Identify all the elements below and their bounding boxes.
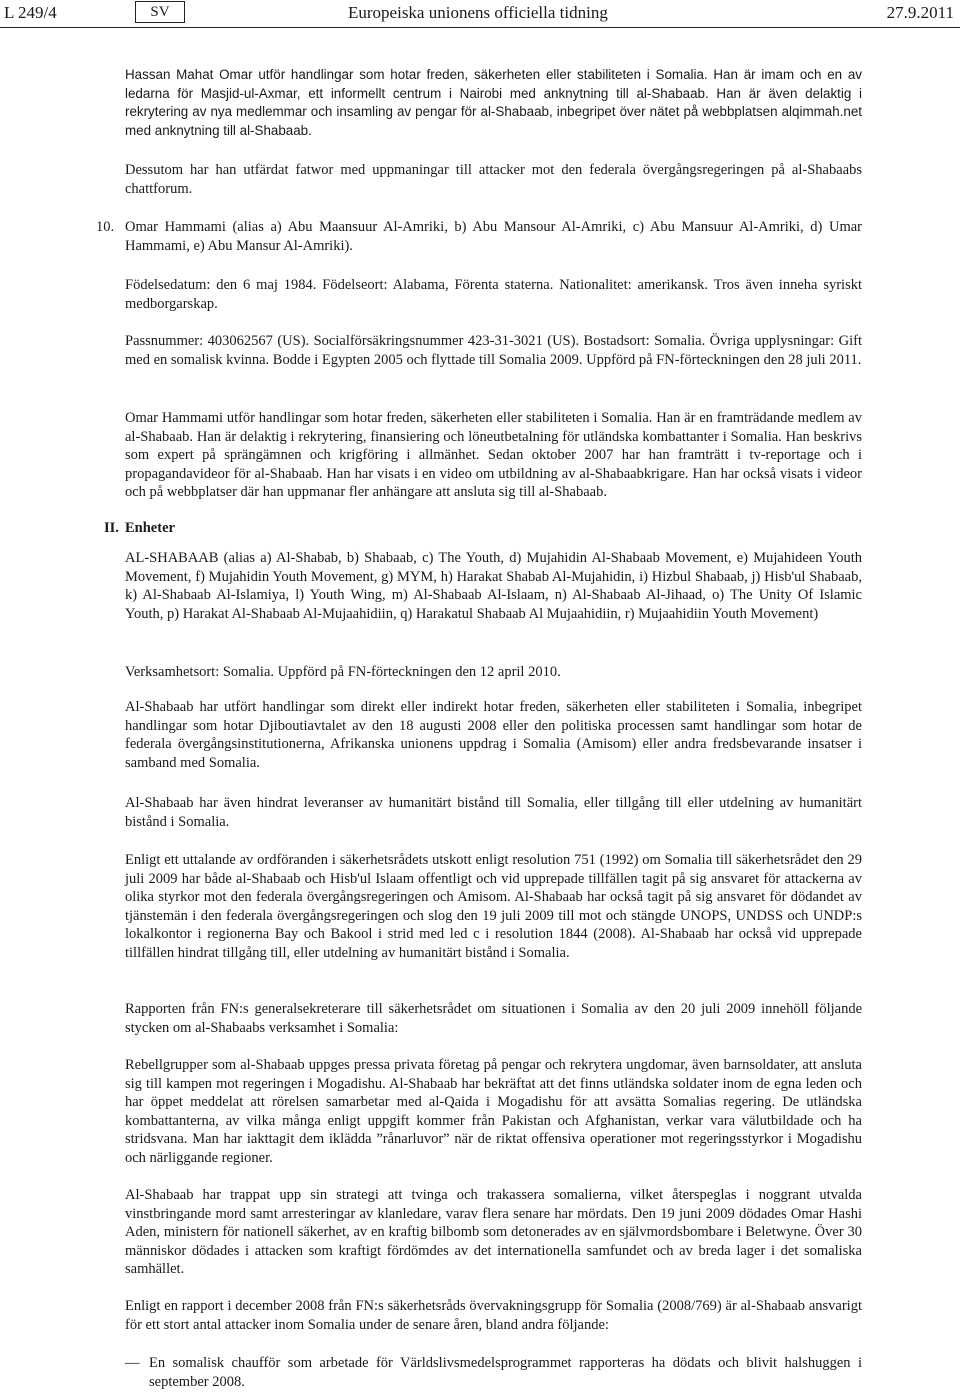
item-10-name-aliases: Omar Hammami (alias a) Abu Maansuur Al-Amriki, b) Abu Mansour Al-Amriki, c) Abu Mansuur Al-Amriki, d) Umar Hammami, e) Abu Mansur Al-Amriki). [125, 219, 862, 254]
paragraph-security-council: Enligt ett uttalande av ordföranden i säkerhetsrådets utskott enligt resolution 751 (1992) om Somalia till säkerhetsrådet den 29 juli 2009 har både al-Shabaab och Hisb'ul Islaam offentligt och vid upprepade tillfällen tagit på sig ansvaret för attackerna av olika styrkor mot den federala övergångsregeringen och Amisom. Al-Shabaab har också tagit på sig ansvaret för dödandet av tjänstemän i den federala övergångsregeringen och slog den 19 juli 2009 till mot och stängde UNOPS, UNDSS och UNDP:s lokalkontor i regionerna Bay och Bakool i strid med led c i resolution 1844 (2008). Al-Shabaab har också vid upprepade tillfällen hindrat tillgång till, eller utdelning av humanitärt bistånd i Somalia. [125, 852, 862, 961]
paragraph-humanitarian: Al-Shabaab har även hindrat leveranser av humanitärt bistånd till Somalia, eller tillgång till eller utdelning av humanitärt bistånd i Somalia. [125, 795, 862, 830]
journal-title: Europeiska unionens officiella tidning [348, 3, 608, 22]
paragraph-rebel-groups: Rebellgrupper som al-Shabaab uppges pressa privata företag på pengar och rekrytera ungdomar, även barnsoldater, att ansluta sig till kampen mot regeringen i Mogadishu. Al-Shabaab har bekräftat att det finns utländska soldater inom de egna leden och har öppet meddelat att rörelsen samarbetar med al-Qaida i Mogadishu för att avsätta Somalias regering. De utländska kombattanterna, av vilka många enligt uppgift kommer från Pakistan och Afghanistan, verkar vara välutbildade och ha stridsvana. Man har iakttagit dem iklädda ”rånarluvor” när de riktat offensiva operationer mot regeringsstyrkor i Mogadishu och närliggande regioner. [125, 1057, 862, 1166]
list-item-chauffeur: En somalisk chaufför som arbetade för Världslivsmedelsprogrammet rapporteras ha dödats och blivit halshuggen i september 2008. [149, 1355, 862, 1390]
page-reference: L 249/4 [4, 3, 57, 22]
paragraph-strategy: Al-Shabaab har trappat upp sin strategi att tvinga och trakassera somalierna, vilket återspeglas i noggrant utvalda vinstbringande mord samt arresteringar av klanledare, varav flera senare har mördats. Den 19 juni 2009 dödades Omar Hashi Aden, ministern för nationell säkerhet, av en kraftig bilbomb som detonerades av en självmordsbombare i Beletwyne. Över 30 människor dödades i attacken som kraftigt fördömdes av det internationella samfundet och av breda lager i det somaliska samhället. [125, 1187, 862, 1278]
paragraph-birth-info: Födelsedatum: den 6 maj 1984. Födelseort: Alabama, Förenta staterna. Nationalitet: amerikansk. Tros även inneha syriskt medborgarskap. [125, 277, 862, 312]
section-number: II. [104, 520, 119, 536]
paragraph-fatwor: Dessutom har han utfärdat fatwor med uppmaningar till attacker mot den federala övergångsregeringen på al-Shabaabs chattforum. [125, 162, 862, 197]
language-badge: SV [135, 1, 185, 23]
paragraph-verksamhetsort: Verksamhetsort: Somalia. Uppförd på FN-förteckningen den 12 april 2010. [125, 664, 561, 680]
section-title: Enheter [125, 520, 175, 536]
header-rule [0, 27, 960, 28]
paragraph-passport-info: Passnummer: 403062567 (US). Socialförsäkringsnummer 423-31-3021 (US). Bostadsort: Somalia. Övriga upplysningar: Gift med en somalisk kvinna. Bodde i Egypten 2005 och flyttade till Somalia 2009. Uppförd på FN-förteckningen den 28 juli 2011. [125, 333, 862, 368]
page-header [0, 0, 960, 30]
item-number-10: 10. [96, 219, 115, 235]
list-dash: — [125, 1355, 140, 1371]
paragraph-alshabaab-aliases: AL-SHABAAB (alias a) Al-Shabab, b) Shabaab, c) The Youth, d) Mujahidin Al-Shabaab Movement, e) Mujahideen Youth Movement, f) Mujahidin Youth Movement, g) MYM, h) Harakat Shabab Al-Mujahidin, i) Hizbul Shabaab, j) Hisb'ul Shabaab, k) Al-Shabaab Al-Islamiya, l) Youth Wing, m) Al-Shabaab Al-Islaam, n) Al-Shabaab Al-Jihaad, o) The Unity Of Islamic Youth, p) Harakat Al-Shabaab Al-Mujaahidiin, q) Harakatul Shabaab Al Mujaahidiin, r) Mujaahidiin Youth Movement) [125, 550, 862, 622]
paragraph-threats: Al-Shabaab har utfört handlingar som direkt eller indirekt hotar freden, säkerheten eller stabiliteten i Somalia, inbegripet handlingar som hotar Djiboutiavtalet av den 18 augusti 2008 eller den politiska processen samt handlingar som hotar de federala övergångsinstitutionerna, Afrikanska unionens uppdrag i Somalia (Amisom) eller andra fredsbevarande insatser i samband med Somalia. [125, 699, 862, 771]
publication-date: 27.9.2011 [886, 3, 954, 22]
paragraph-hammami-activities: Omar Hammami utför handlingar som hotar freden, säkerheten eller stabiliteten i Somalia. Han är en framträdande medlem av al-Shabaab. Han är delaktig i rekrytering, finansiering och löneutbetalning för utländska kombattanter i Somalia. Han beskrivs som expert på sprängämnen och krigföring i allmänhet. Sedan oktober 2007 har han framträtt i tv-reportage och i propagandavideor för al-Shabaab. Han har visats i en video om utbildning av al-Shabaabkrigare. Han har också visats i videor och på webbplatser där han uppmanar fler anhängare att ansluta sig till al-Shabaab. [125, 410, 862, 501]
paragraph-hassan-omar: Hassan Mahat Omar utför handlingar som hotar freden, säkerheten eller stabiliteten i Somalia. Han är imam och en av ledarna för Masjid-ul-Axmar, ett informellt centrum i Nairobi med anknytning till al-Shabaab. Han är även delaktig i rekrytering av nya medlemmar och insamling av pengar för al-Shabaab, inbegripet över nätet på webbplatsen alqimmah.net med anknytning till al-Shabaab. [125, 67, 862, 138]
paragraph-un-report: Rapporten från FN:s generalsekreterare till säkerhetsrådet om situationen i Somalia av den 20 juli 2009 innehöll följande stycken om al-Shabaabs verksamhet i Somalia: [125, 1001, 862, 1036]
paragraph-monitoring-group: Enligt en rapport i december 2008 från FN:s säkerhetsråds övervakningsgrupp för Somalia (2008/769) är al-Shabaab ansvarigt för ett stort antal attacker inom Somalia under de senare åren, bland andra följande: [125, 1298, 862, 1333]
